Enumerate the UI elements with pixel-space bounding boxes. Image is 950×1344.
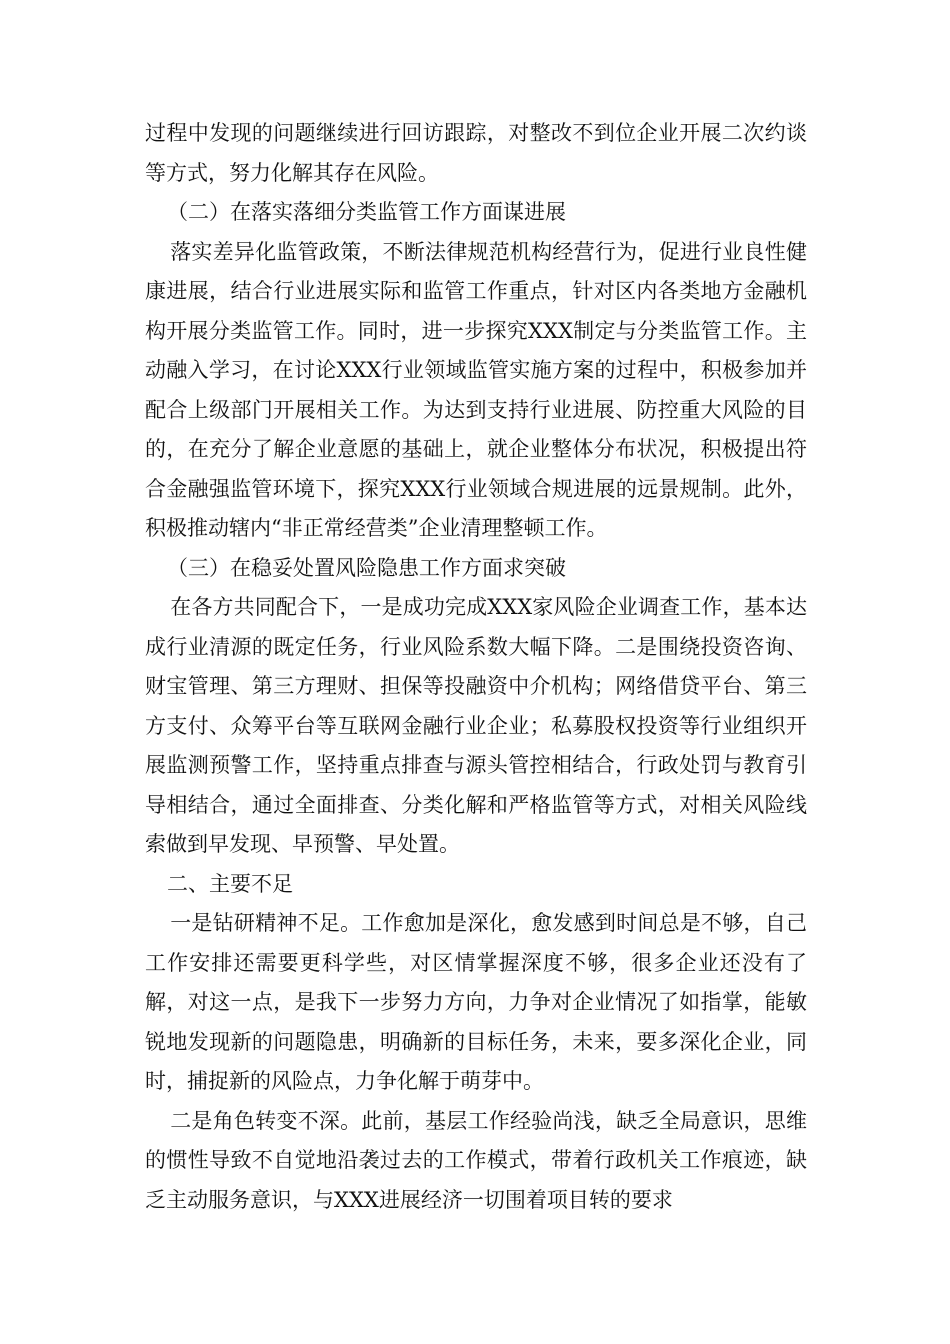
paragraph-shortcoming-1: 一是钻研精神不足。工作愈加是深化，愈发感到时间总是不够，自己工作安排还需要更科学些，对区情掌握深度不够，很多企业还没有了解，对这一点，是我下一步努力方向，力争对企业情况了如指掌，能敏锐地发现新的问题隐患，明确新的目标任务，未来，要多深化企业，同时，捕捉新的风险点，力争化解于萌芽中。 (145, 911, 807, 1093)
paragraph-classified-supervision: 落实差异化监管政策，不断法律规范机构经营行为，促进行业良性健康进展，结合行业进展实际和监管工作重点，针对区内各类地方金融机构开展分类监管工作。同时，进一步探究XXX制定与分类监管工作。主动融入学习，在讨论XXX行业领域监管实施方案的过程中，积极参加并配合上级部门开展相关工作。为达到支持行业进展、防控重大风险的目的，在充分了解企业意愿的基础上，就企业整体分布状况，积极提出符合金融强监管环境下，探究XXX行业领域合规进展的远景规制。此外，积极推动辖内“非正常经营类”企业清理整顿工作。 (145, 239, 807, 540)
section-heading-shortcomings: 二、主要不足 (167, 871, 293, 896)
paragraph-risk-disposal: 在各方共同配合下，一是成功完成XXX家风险企业调查工作，基本达成行业清源的既定任务，行业风险系数大幅下降。二是围绕投资咨询、财宝管理、第三方理财、担保等投融资中介机构；网络借贷平台、第三方支付、众筹平台等互联网金融行业企业；私募股权投资等行业组织开展监测预警工作，坚持重点排查与源头管控相结合，行政处罚与教育引导相结合，通过全面排查、分类化解和严格监管等方式，对相关风险线索做到早发现、早预警、早处置。 (145, 595, 807, 856)
paragraph-shortcoming-2: 二是角色转变不深。此前，基层工作经验尚浅，缺乏全局意识，思维的惯性导致不自觉地沿袭过去的工作模式，带着行政机关工作痕迹，缺乏主动服务意识，与XXX进展经济一切围着项目转的要求 (145, 1108, 807, 1212)
section-heading-2: （二）在落实落细分类监管工作方面谋进展 (167, 200, 566, 224)
paragraph-continuation: 过程中发现的问题继续进行回访跟踪，对整改不到位企业开展二次约谈等方式，努力化解其存在风险。 (145, 121, 807, 185)
section-heading-3: （三）在稳妥处置风险隐患工作方面求突破 (167, 555, 566, 580)
document-body (145, 114, 807, 1220)
